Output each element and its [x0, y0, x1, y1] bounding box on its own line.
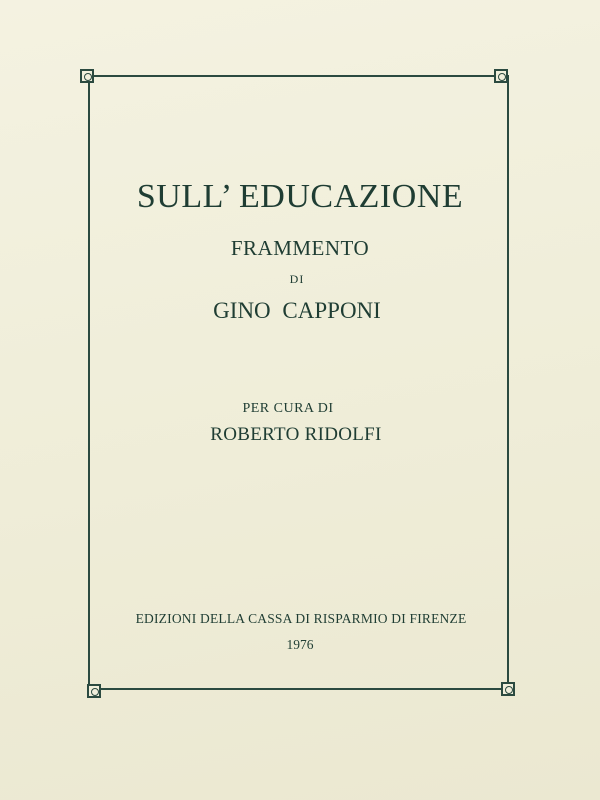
- publication-year: 1976: [286, 637, 314, 652]
- corner-ornament-icon: [494, 69, 508, 83]
- book-title: SULL’ EDUCAZIONE: [136, 178, 464, 215]
- by-label: DI: [289, 272, 305, 286]
- author-name: GINO CAPPONI: [213, 298, 381, 323]
- corner-ornament-icon: [80, 69, 94, 83]
- decorative-frame: [88, 75, 509, 690]
- edited-by-label: PER CURA DI: [242, 401, 334, 416]
- editor-name: ROBERTO RIDOLFI: [210, 424, 382, 445]
- corner-ornament-icon: [501, 682, 515, 696]
- book-subtitle: FRAMMENTO: [230, 236, 370, 260]
- publisher-name: EDIZIONI DELLA CASSA DI RISPARMIO DI FIRENZE: [135, 611, 467, 626]
- corner-ornament-icon: [87, 684, 101, 698]
